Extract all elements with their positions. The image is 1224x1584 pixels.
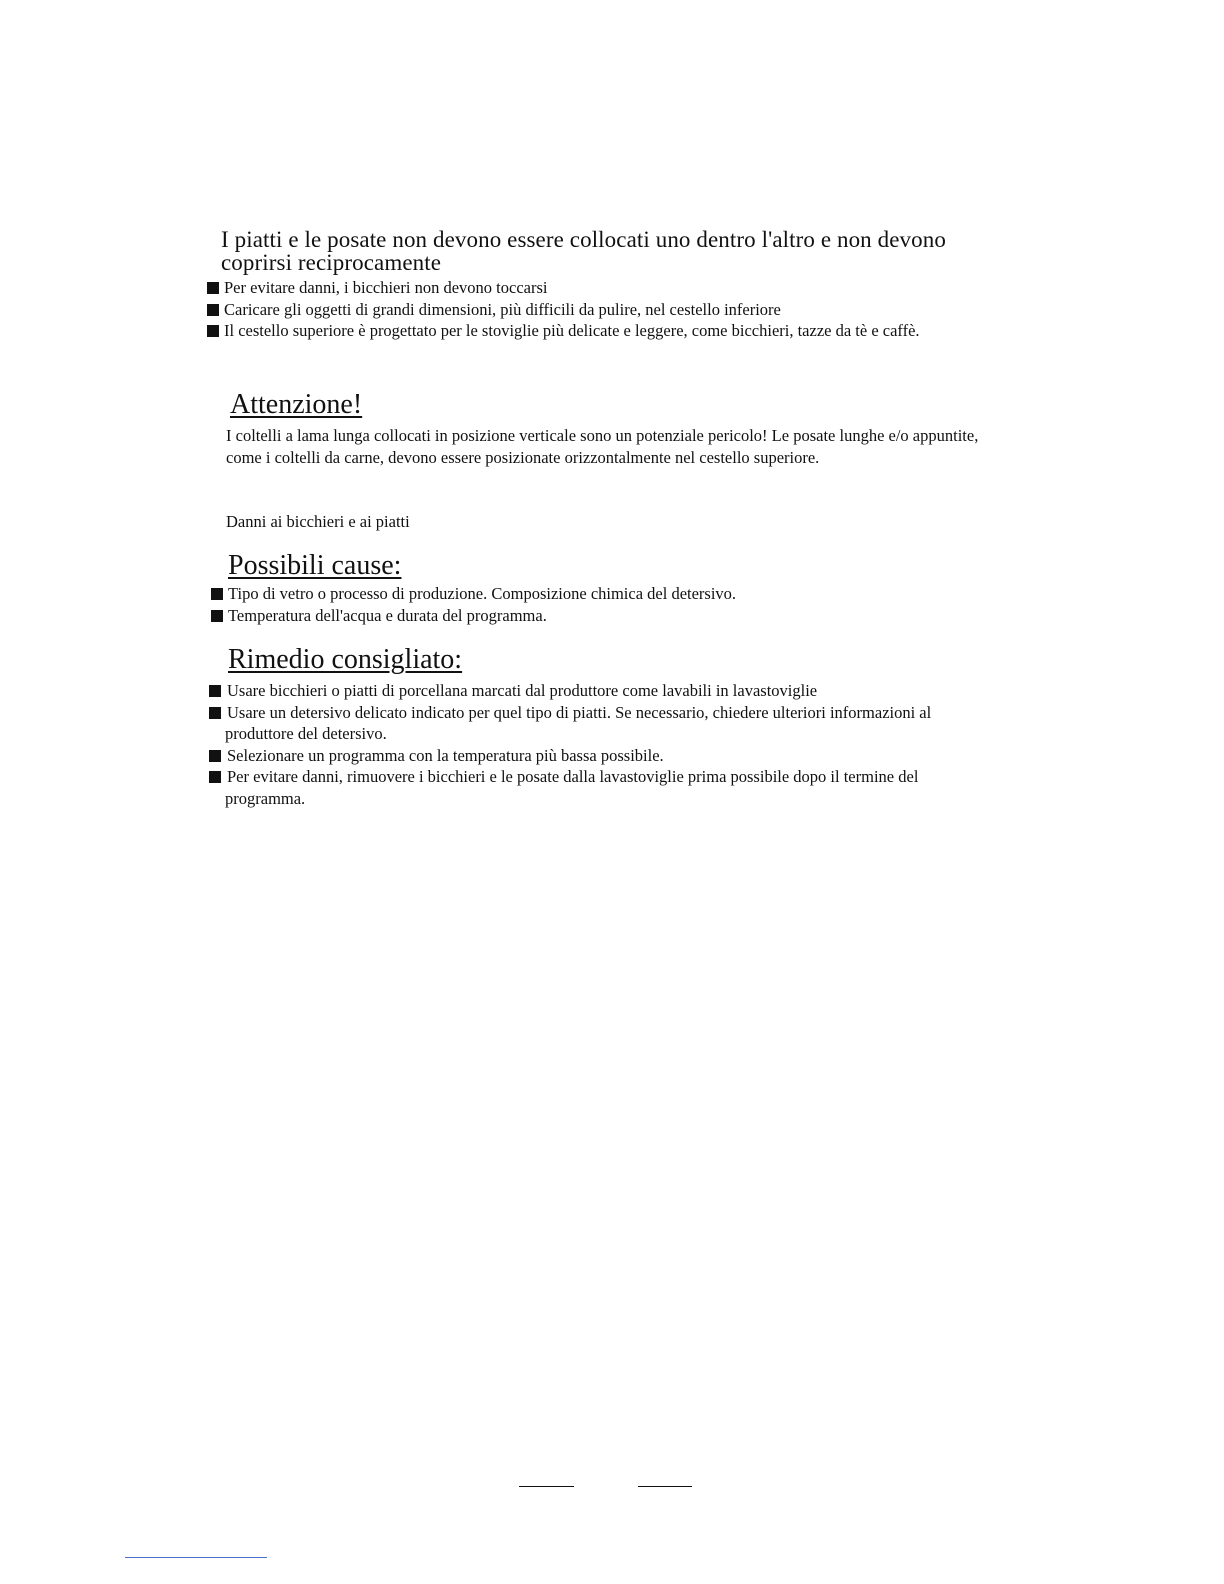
intro-text: I piatti e le posate non devono essere collocati uno dentro l'altro e non devono coprirsi reciprocamente xyxy=(221,227,946,275)
list-item xyxy=(209,766,999,809)
square-bullet-icon xyxy=(209,750,221,762)
attention-text: I coltelli a lama lunga collocati in posizione verticale sono un potenziale pericolo! Le posate lunghe e/o appuntite, come i coltelli da carne, devono essere posizionate orizzontalmente nel cestello superiore. xyxy=(226,426,979,467)
square-bullet-icon xyxy=(211,588,223,600)
list-item-text: Per evitare danni, rimuovere i bicchieri e le posate dalla lavastoviglie prima possibile dopo il termine del programma. xyxy=(225,767,919,808)
list-item xyxy=(211,605,991,627)
remedy-heading: Rimedio consigliato: xyxy=(228,644,463,675)
square-bullet-icon xyxy=(209,771,221,783)
list-item xyxy=(209,680,999,702)
remedy-list xyxy=(209,680,999,809)
list-item-text: Usare un detersivo delicato indicato per quel tipo di piatti. Se necessario, chiedere ulteriori informazioni al produttore del detersivo. xyxy=(225,702,932,743)
list-item-text: Caricare gli oggetti di grandi dimensioni, più difficili da pulire, nel cestello inferiore xyxy=(224,299,781,319)
footnote-rule xyxy=(125,1557,267,1558)
list-item xyxy=(211,583,991,605)
list-item-text: Per evitare danni, i bicchieri non devono toccarsi xyxy=(224,278,548,297)
footer-rule-left xyxy=(519,1486,574,1487)
list-item-text: Il cestello superiore è progettato per le stoviglie più delicate e leggere, come bicchieri, tazze da tè e caffè. xyxy=(224,321,920,340)
square-bullet-icon xyxy=(209,685,221,697)
list-item xyxy=(209,745,999,767)
footer-rule-right xyxy=(638,1486,692,1487)
list-item xyxy=(207,299,987,321)
square-bullet-icon xyxy=(207,325,219,337)
causes-list xyxy=(211,583,991,626)
list-item-text: Selezionare un programma con la temperatura più bassa possibile. xyxy=(227,745,664,765)
attention-heading: Attenzione! xyxy=(230,389,363,420)
list-item xyxy=(207,320,987,342)
square-bullet-icon xyxy=(211,610,223,622)
square-bullet-icon xyxy=(207,282,219,294)
list-item xyxy=(207,277,987,299)
square-bullet-icon xyxy=(207,304,219,316)
list-item xyxy=(209,702,999,745)
list-item-text: Temperatura dell'acqua e durata del programma. xyxy=(228,605,547,625)
list-item-text: Usare bicchieri o piatti di porcellana marcati dal produttore come lavabili in lavastoviglie xyxy=(227,681,818,700)
loading-rules-list xyxy=(207,277,987,342)
damage-title: Danni ai bicchieri e ai piatti xyxy=(226,512,410,531)
list-item-text: Tipo di vetro o processo di produzione. Composizione chimica del detersivo. xyxy=(228,584,737,603)
square-bullet-icon xyxy=(209,707,221,719)
causes-heading: Possibili cause: xyxy=(228,550,402,581)
